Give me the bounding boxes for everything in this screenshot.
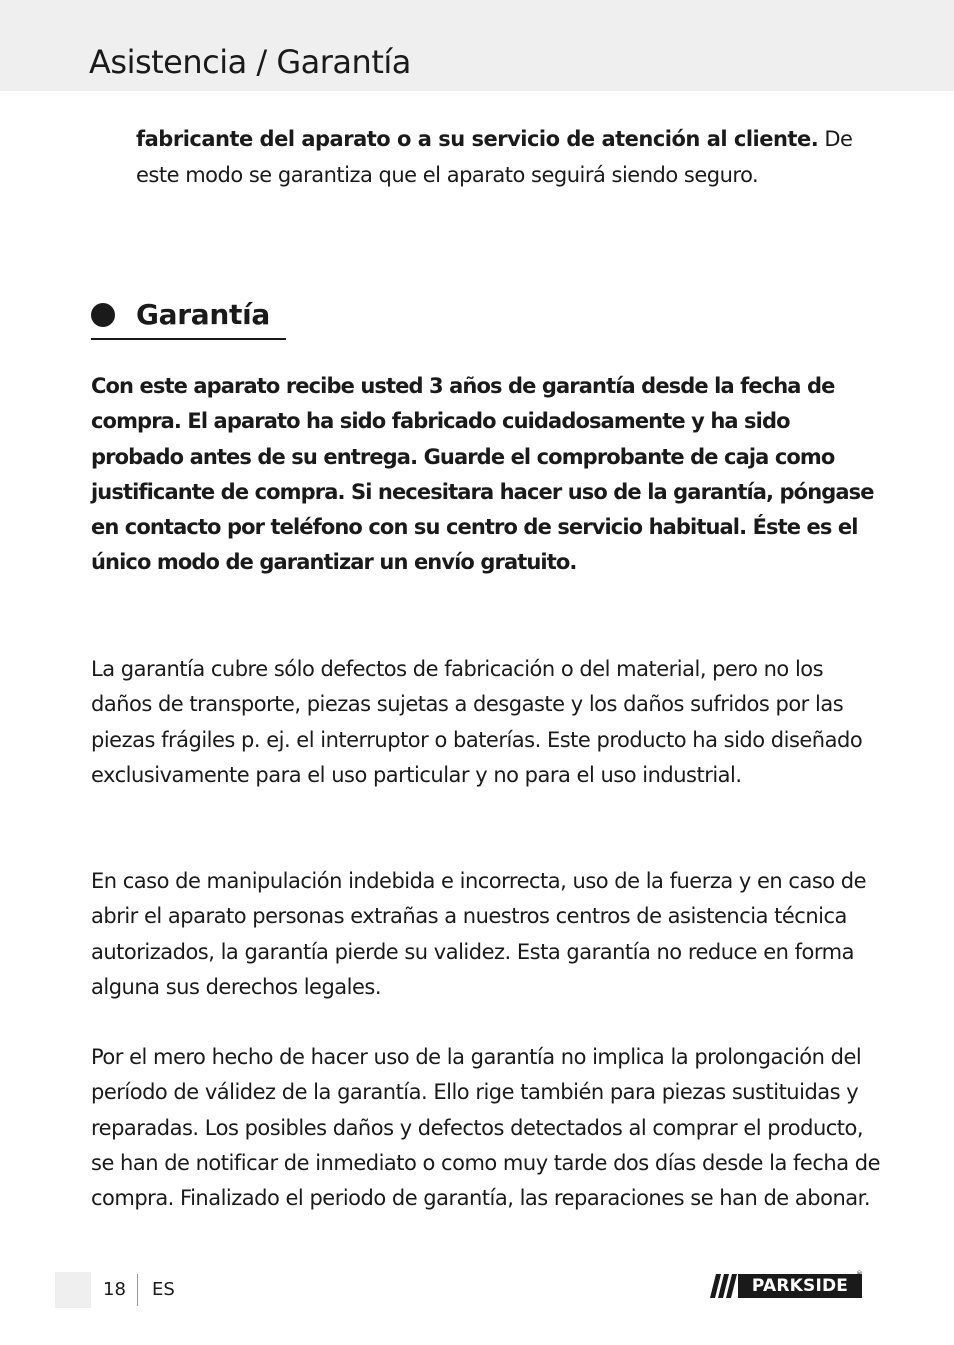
footer-divider [137,1274,138,1306]
footer-marker-box [55,1272,91,1308]
intro-bold-text: fabricante del aparato o a su servicio de atención al cliente. [136,127,819,151]
intro-paragraph [136,122,876,193]
parkside-logo [706,1270,863,1298]
validity-paragraph: En caso de manipulación indebida e incorrecta, uso de la fuerza y en caso de abrir el aparato personas extrañas a nuestros centros de asistencia técnica autorizados, la garantía pierde su validez. Esta garantía no reduce en forma alguna sus derechos legales. [91,869,867,999]
coverage-paragraph: La garantía cubre sólo defectos de fabricación o del material, pero no los daños de transporte, piezas sujetas a desgaste y los daños sufridos por las piezas frágiles p. ej. el interruptor o baterías. Este producto ha sido diseñado exclusivamente para el uso particular y no para el uso industrial. [91,657,863,787]
warranty-summary-paragraph: Con este aparato recibe usted 3 años de garantía desde la fecha de compra. El aparato ha sido fabricado cuidadosamente y ha sido probado antes de su entrega. Guarde el comprobante de caja como justificante de compra. Si necesitara hacer uso de la garantía, póngase en contacto por teléfono con su centro de servicio habitual. Éste es el único modo de garantizar un envío gratuito. [91,374,874,575]
section-heading [91,294,286,340]
section-title: Garantía [136,298,270,331]
brand-name: PARKSIDE [738,1274,862,1298]
page-number: 18 [103,1279,126,1300]
page-title: Asistencia / Garantía [89,43,411,81]
intro-text: De este modo se garantiza que el aparato seguirá siendo seguro. [136,127,853,187]
logo-stripes-icon [706,1274,740,1298]
registered-mark: ® [856,1270,863,1278]
language-code: ES [152,1279,175,1300]
bullet-dot-icon [91,303,115,327]
extension-paragraph: Por el mero hecho de hacer uso de la garantía no implica la prolongación del período de válidez de la garantía. Ello rige también para piezas sustituidas y reparadas. Los posibles daños y defectos detectados al comprar el producto, se han de notificar de inmediato o como muy tarde dos días desde la fecha de compra. Finalizado el periodo de garantía, las reparaciones se han de abonar. [91,1045,880,1211]
